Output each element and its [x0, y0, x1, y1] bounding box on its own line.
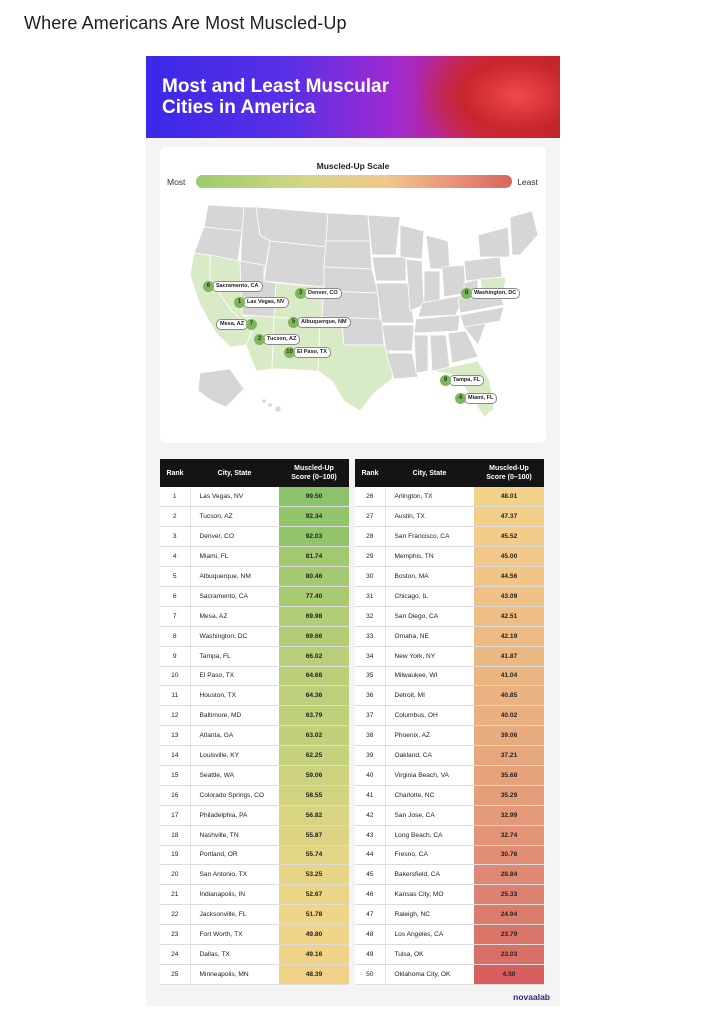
score-cell: 35.68: [474, 765, 544, 785]
city-cell: Nashville, TN: [190, 825, 279, 845]
rank-cell: 16: [160, 785, 190, 805]
rank-badge: 6: [203, 281, 214, 292]
score-cell: 63.79: [279, 706, 349, 726]
table-row: [355, 686, 544, 706]
rank-cell: 3: [160, 527, 190, 547]
table-body-left: [160, 487, 349, 984]
table-header-row: [160, 459, 349, 487]
header-city: City, State: [385, 459, 474, 487]
rank-cell: 26: [355, 487, 385, 507]
table-row: [355, 626, 544, 646]
city-pill: Albuquerque, NM: [297, 317, 351, 328]
city-pill: Tucson, AZ: [263, 334, 300, 345]
table-row: [355, 646, 544, 666]
header-rank: Rank: [355, 459, 385, 487]
score-cell: 37.21: [474, 746, 544, 766]
score-cell: 42.19: [474, 626, 544, 646]
rank-cell: 40: [355, 765, 385, 785]
table-row: [355, 527, 544, 547]
table-row: [160, 606, 349, 626]
score-cell: 40.85: [474, 686, 544, 706]
state-WA: [204, 205, 244, 231]
score-cell: 25.33: [474, 885, 544, 905]
scale-title: Muscled-Up Scale: [316, 161, 390, 171]
score-cell: 80.46: [279, 567, 349, 587]
city-pill: Washington, DC: [470, 288, 520, 299]
table-row: [160, 865, 349, 885]
table-row: [355, 746, 544, 766]
novaalab-logo: novaalab: [513, 992, 550, 1002]
state-WI: [400, 225, 424, 259]
rank-cell: 29: [355, 547, 385, 567]
city-cell: Sacramento, CA: [190, 586, 279, 606]
state-SD: [324, 241, 372, 269]
city-cell: Memphis, TN: [385, 547, 474, 567]
rank-cell: 34: [355, 646, 385, 666]
rank-badge: 2: [254, 334, 265, 345]
rank-badge: 5: [288, 317, 299, 328]
city-cell: Austin, TX: [385, 507, 474, 527]
state-NY: [478, 227, 510, 257]
score-cell: 55.74: [279, 845, 349, 865]
city-cell: Tampa, FL: [190, 646, 279, 666]
city-cell: Philadelphia, PA: [190, 805, 279, 825]
rank-cell: 32: [355, 606, 385, 626]
city-cell: Miami, FL: [190, 547, 279, 567]
rank-cell: 18: [160, 825, 190, 845]
table-row: [355, 666, 544, 686]
city-cell: Indianapolis, IN: [190, 885, 279, 905]
table-row: [160, 686, 349, 706]
city-cell: San Francisco, CA: [385, 527, 474, 547]
table-row: [355, 865, 544, 885]
score-cell: 32.74: [474, 825, 544, 845]
score-cell: 40.02: [474, 706, 544, 726]
infographic-banner: [146, 56, 560, 138]
table-row: [160, 586, 349, 606]
table-row: [355, 507, 544, 527]
city-cell: Albuquerque, NM: [190, 567, 279, 587]
rank-cell: 41: [355, 785, 385, 805]
city-cell: Minneapolis, MN: [190, 964, 279, 984]
rank-cell: 37: [355, 706, 385, 726]
table-row: [160, 805, 349, 825]
header-score: [474, 459, 544, 487]
rank-cell: 2: [160, 507, 190, 527]
rank-cell: 38: [355, 726, 385, 746]
rank-cell: 12: [160, 706, 190, 726]
table-row: [355, 765, 544, 785]
city-cell: Kansas City, MO: [385, 885, 474, 905]
city-cell: Milwaukee, WI: [385, 666, 474, 686]
state-TN: [414, 315, 460, 333]
muscled-up-scale-bar: [196, 175, 512, 188]
header-rank: Rank: [160, 459, 190, 487]
city-cell: Fort Worth, TX: [190, 925, 279, 945]
table-row: [160, 726, 349, 746]
table-row: [355, 547, 544, 567]
state-HI-2: [268, 403, 272, 407]
infographic-title: [162, 76, 462, 118]
rank-cell: 13: [160, 726, 190, 746]
table-row: [355, 825, 544, 845]
city-cell: Atlanta, GA: [190, 726, 279, 746]
table-row: [160, 507, 349, 527]
city-cell: Charlotte, NC: [385, 785, 474, 805]
table-row: [355, 905, 544, 925]
city-pill: Mesa, AZ: [216, 319, 248, 330]
score-cell: 59.06: [279, 765, 349, 785]
score-cell: 92.03: [279, 527, 349, 547]
rank-cell: 4: [160, 547, 190, 567]
rank-table-left: [160, 459, 349, 985]
rank-cell: 23: [160, 925, 190, 945]
rank-cell: 1: [160, 487, 190, 507]
score-cell: 48.39: [279, 964, 349, 984]
state-ND: [326, 213, 370, 241]
table-row: [160, 527, 349, 547]
rank-cell: 15: [160, 765, 190, 785]
map-label-tucson: [254, 334, 300, 345]
city-cell: Bakersfield, CA: [385, 865, 474, 885]
city-cell: Columbus, OH: [385, 706, 474, 726]
score-cell: 41.04: [474, 666, 544, 686]
city-cell: Las Vegas, NV: [190, 487, 279, 507]
city-pill: El Paso, TX: [293, 347, 331, 358]
rank-cell: 30: [355, 567, 385, 587]
score-cell: 23.79: [474, 925, 544, 945]
table-row: [160, 746, 349, 766]
city-cell: Portland, OR: [190, 845, 279, 865]
score-cell: 81.74: [279, 547, 349, 567]
map-label-las-vegas: [234, 297, 289, 308]
city-pill: Tampa, FL: [449, 375, 484, 386]
table-row: [160, 765, 349, 785]
score-cell: 64.68: [279, 666, 349, 686]
state-IN: [424, 271, 440, 303]
city-pill: Las Vegas, NV: [243, 297, 289, 308]
header-score-line-1: Muscled-Up: [294, 465, 334, 472]
rank-cell: 9: [160, 646, 190, 666]
score-cell: 92.34: [279, 507, 349, 527]
rank-badge: 7: [246, 319, 257, 330]
score-cell: 45.00: [474, 547, 544, 567]
city-cell: Oakland, CA: [385, 746, 474, 766]
score-cell: 77.40: [279, 586, 349, 606]
score-cell: 49.80: [279, 925, 349, 945]
city-cell: Washington, DC: [190, 626, 279, 646]
rank-cell: 49: [355, 944, 385, 964]
table-row: [160, 567, 349, 587]
rank-cell: 10: [160, 666, 190, 686]
city-cell: Dallas, TX: [190, 944, 279, 964]
table-body-right: [355, 487, 544, 984]
city-pill: Miami, FL: [464, 393, 497, 404]
rank-cell: 25: [160, 964, 190, 984]
city-cell: Phoenix, AZ: [385, 726, 474, 746]
scale-most-label: Most: [167, 177, 186, 187]
city-cell: Los Angeles, CA: [385, 925, 474, 945]
table-row: [355, 785, 544, 805]
title-line-1: Most and Least Muscular: [162, 76, 389, 97]
table-row: [355, 845, 544, 865]
score-cell: 66.02: [279, 646, 349, 666]
rank-badge: 10: [284, 347, 295, 358]
city-cell: New York, NY: [385, 646, 474, 666]
rank-cell: 43: [355, 825, 385, 845]
rank-cell: 22: [160, 905, 190, 925]
state-HI-3: [275, 406, 281, 412]
rank-cell: 28: [355, 527, 385, 547]
score-cell: 48.01: [474, 487, 544, 507]
map-label-miami: [455, 393, 497, 404]
rank-table-right: [355, 459, 544, 985]
header-score-line-1: Muscled-Up: [489, 465, 529, 472]
city-cell: Fresno, CA: [385, 845, 474, 865]
rank-cell: 45: [355, 865, 385, 885]
state-AR: [382, 325, 414, 351]
city-cell: Jacksonville, FL: [190, 905, 279, 925]
table-row: [355, 964, 544, 984]
header-city: City, State: [190, 459, 279, 487]
state-AL: [430, 335, 450, 371]
table-row: [160, 666, 349, 686]
rank-cell: 50: [355, 964, 385, 984]
city-cell: Virginia Beach, VA: [385, 765, 474, 785]
rank-cell: 17: [160, 805, 190, 825]
table-row: [355, 567, 544, 587]
map-label-el-paso: [284, 347, 331, 358]
score-cell: 56.82: [279, 805, 349, 825]
state-HI-1: [262, 399, 266, 403]
rank-cell: 24: [160, 944, 190, 964]
city-cell: Tucson, AZ: [190, 507, 279, 527]
map-label-albuquerque: [288, 317, 351, 328]
score-cell: 64.36: [279, 686, 349, 706]
city-pill: Denver, CO: [304, 288, 342, 299]
table-row: [355, 487, 544, 507]
city-cell: Long Beach, CA: [385, 825, 474, 845]
rank-cell: 21: [160, 885, 190, 905]
score-cell: 63.02: [279, 726, 349, 746]
table-row: [160, 547, 349, 567]
rank-cell: 6: [160, 586, 190, 606]
city-cell: Omaha, NE: [385, 626, 474, 646]
city-cell: San Jose, CA: [385, 805, 474, 825]
city-cell: Houston, TX: [190, 686, 279, 706]
map-card: [160, 147, 546, 443]
state-WY: [264, 241, 326, 287]
city-cell: Oklahoma City, OK: [385, 964, 474, 984]
score-cell: 69.98: [279, 606, 349, 626]
header-score: [279, 459, 349, 487]
table-row: [160, 646, 349, 666]
map-label-tampa: [440, 375, 484, 386]
city-cell: Arlington, TX: [385, 487, 474, 507]
score-cell: 55.87: [279, 825, 349, 845]
rank-cell: 46: [355, 885, 385, 905]
rank-cell: 36: [355, 686, 385, 706]
rank-cell: 8: [160, 626, 190, 646]
score-cell: 49.16: [279, 944, 349, 964]
score-cell: 53.25: [279, 865, 349, 885]
title-line-2: Cities in America: [162, 97, 316, 118]
scale-least-label: Least: [517, 177, 538, 187]
city-cell: El Paso, TX: [190, 666, 279, 686]
map-label-washington: [461, 288, 520, 299]
table-row: [355, 606, 544, 626]
city-cell: Mesa, AZ: [190, 606, 279, 626]
table-row: [160, 845, 349, 865]
map-label-sacramento: [203, 281, 263, 292]
rank-cell: 7: [160, 606, 190, 626]
score-cell: 43.09: [474, 586, 544, 606]
table-row: [160, 885, 349, 905]
rank-cell: 11: [160, 686, 190, 706]
rank-badge: 4: [455, 393, 466, 404]
rank-badge: 9: [440, 375, 451, 386]
city-cell: Tulsa, OK: [385, 944, 474, 964]
rank-cell: 27: [355, 507, 385, 527]
city-pill: Sacramento, CA: [212, 281, 263, 292]
page-heading: Where Americans Are Most Muscled-Up: [24, 13, 347, 33]
score-cell: 51.78: [279, 905, 349, 925]
score-cell: 42.51: [474, 606, 544, 626]
score-cell: 62.25: [279, 746, 349, 766]
city-cell: Louisville, KY: [190, 746, 279, 766]
score-cell: 99.50: [279, 487, 349, 507]
city-cell: Chicago, IL: [385, 586, 474, 606]
rank-cell: 39: [355, 746, 385, 766]
rank-cell: 14: [160, 746, 190, 766]
score-cell: 45.52: [474, 527, 544, 547]
city-cell: Raleigh, NC: [385, 905, 474, 925]
table-row: [355, 586, 544, 606]
map-label-denver: [295, 288, 342, 299]
infographic: [146, 56, 560, 1006]
score-cell: 35.29: [474, 785, 544, 805]
city-cell: Detroit, MI: [385, 686, 474, 706]
rank-cell: 31: [355, 586, 385, 606]
score-cell: 23.03: [474, 944, 544, 964]
city-cell: Boston, MA: [385, 567, 474, 587]
city-cell: Colorado Springs, CO: [190, 785, 279, 805]
table-row: [160, 706, 349, 726]
table-row: [355, 706, 544, 726]
table-row: [160, 905, 349, 925]
score-cell: 32.99: [474, 805, 544, 825]
table-row: [355, 925, 544, 945]
rank-cell: 48: [355, 925, 385, 945]
city-cell: San Diego, CA: [385, 606, 474, 626]
state-MI: [426, 235, 450, 269]
header-score-line-2: Score (0–100): [486, 474, 532, 481]
rank-cell: 5: [160, 567, 190, 587]
rank-cell: 33: [355, 626, 385, 646]
table-row: [355, 805, 544, 825]
rank-cell: 47: [355, 905, 385, 925]
rank-badge: 8: [461, 288, 472, 299]
score-cell: 44.56: [474, 567, 544, 587]
city-cell: San Antonio, TX: [190, 865, 279, 885]
rank-cell: 19: [160, 845, 190, 865]
city-cell: Denver, CO: [190, 527, 279, 547]
table-header-row: [355, 459, 544, 487]
table-row: [160, 944, 349, 964]
state-MN: [368, 215, 400, 255]
state-AK: [198, 369, 244, 407]
score-cell: 41.87: [474, 646, 544, 666]
score-cell: 30.76: [474, 845, 544, 865]
state-FL: [432, 361, 494, 417]
table-row: [160, 487, 349, 507]
city-cell: Seattle, WA: [190, 765, 279, 785]
map-label-mesa: [216, 319, 257, 330]
rank-cell: 35: [355, 666, 385, 686]
city-cell: Baltimore, MD: [190, 706, 279, 726]
table-row: [355, 944, 544, 964]
rank-cell: 42: [355, 805, 385, 825]
table-row: [160, 964, 349, 984]
header-score-line-2: Score (0–100): [291, 474, 337, 481]
score-cell: 24.94: [474, 905, 544, 925]
score-cell: 52.67: [279, 885, 349, 905]
table-row: [160, 925, 349, 945]
score-cell: 4.50: [474, 964, 544, 984]
table-row: [355, 885, 544, 905]
score-cell: 28.84: [474, 865, 544, 885]
rank-badge: 3: [295, 288, 306, 299]
rank-cell: 20: [160, 865, 190, 885]
table-row: [160, 825, 349, 845]
table-row: [160, 785, 349, 805]
rank-badge: 1: [234, 297, 245, 308]
score-cell: 69.66: [279, 626, 349, 646]
score-cell: 47.37: [474, 507, 544, 527]
rank-cell: 44: [355, 845, 385, 865]
table-row: [160, 626, 349, 646]
state-MS: [414, 335, 428, 373]
score-cell: 39.06: [474, 726, 544, 746]
table-row: [355, 726, 544, 746]
state-New-England: [510, 211, 538, 255]
score-cell: 58.55: [279, 785, 349, 805]
state-IA: [372, 257, 406, 281]
